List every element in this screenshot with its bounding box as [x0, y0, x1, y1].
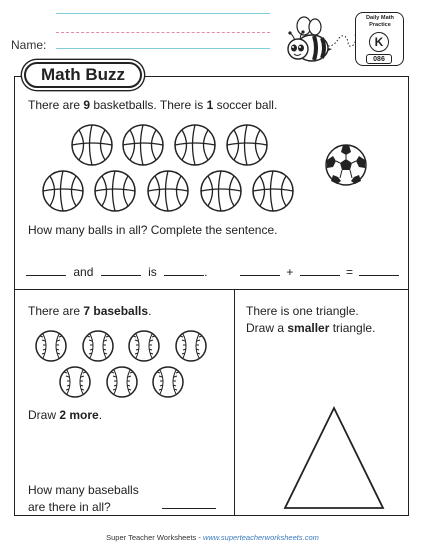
problem2-draw-instruction: Draw 2 more.	[28, 408, 103, 422]
problem2-question-line1: How many baseballs	[28, 483, 139, 497]
baseballs-illustration	[30, 327, 220, 401]
footer	[0, 533, 425, 542]
basketball-icon	[95, 171, 135, 211]
problem1-question: How many balls in all? Complete the sentence.	[28, 223, 278, 237]
name-guide-bottom-line[interactable]	[56, 48, 270, 49]
worksheet-number: 086	[366, 54, 392, 64]
answer-blank[interactable]	[240, 263, 280, 276]
footer-text: Super Teacher Worksheets -	[106, 533, 203, 542]
triangle-shape	[282, 405, 386, 511]
section-divider-vertical	[234, 289, 235, 516]
footer-link[interactable]: www.superteacherworksheets.com	[202, 533, 319, 542]
baseball-icon	[60, 367, 90, 397]
problem2-question-line2: are there in all?	[28, 500, 111, 514]
name-guide-top-line	[56, 13, 270, 14]
basketball-icon	[148, 171, 188, 211]
equation-answer-row	[240, 263, 399, 281]
worksheet-title: Math Buzz	[24, 62, 142, 88]
grade-badge: K	[369, 32, 389, 52]
basketball-icon	[201, 171, 241, 211]
basketball-icon	[175, 125, 215, 165]
baseball-icon	[153, 367, 183, 397]
baseball-answer-blank[interactable]	[162, 508, 216, 509]
section-divider-horizontal	[14, 289, 409, 290]
answer-blank[interactable]	[26, 263, 66, 276]
problem1-statement: There are 9 basketballs. There is 1 soccer ball.	[28, 98, 278, 112]
badge-title	[357, 15, 403, 28]
basketball-icon	[123, 125, 163, 165]
name-guide-dashed-line	[56, 32, 270, 33]
drawing-area[interactable]	[240, 340, 404, 400]
name-label: Name:	[11, 38, 47, 52]
and-word: and	[73, 265, 94, 279]
bee-icon	[282, 16, 360, 72]
plus-sign: +	[286, 265, 294, 279]
basketball-icon	[43, 171, 83, 211]
balls-illustration	[36, 124, 376, 220]
baseball-icon	[83, 331, 113, 361]
period: .	[204, 265, 208, 279]
problem3-line2: Draw a smaller triangle.	[246, 321, 376, 335]
baseball-icon	[107, 367, 137, 397]
answer-blank[interactable]	[359, 263, 399, 276]
basketball-icon	[72, 125, 112, 165]
badge-title-line1: Daily Math	[366, 15, 394, 21]
equals-sign: =	[346, 265, 354, 279]
badge-title-line2: Practice	[369, 21, 391, 28]
basketball-icon	[253, 171, 293, 211]
problem2-statement: There are 7 baseballs.	[28, 304, 152, 318]
problem2-question	[28, 482, 139, 516]
basketball-icon	[227, 125, 267, 165]
baseball-icon	[129, 331, 159, 361]
sentence-answer-row	[26, 263, 207, 281]
soccer-ball-icon	[326, 145, 366, 185]
baseball-icon	[36, 331, 66, 361]
problem3-line1: There is one triangle.	[246, 304, 359, 318]
baseball-icon	[176, 331, 206, 361]
answer-blank[interactable]	[101, 263, 141, 276]
is-word: is	[148, 265, 157, 279]
answer-blank[interactable]	[300, 263, 340, 276]
answer-blank[interactable]	[164, 263, 204, 276]
